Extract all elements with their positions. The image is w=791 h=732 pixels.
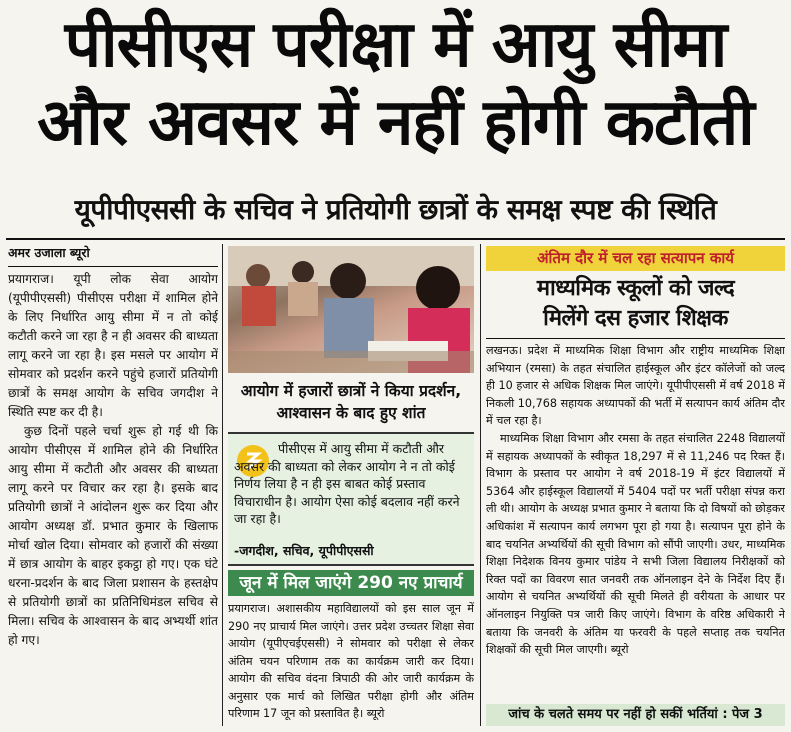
right-heading-line-2: मिलेंगे दस हजार शिक्षक [543,306,728,331]
right-para-1: लखनऊ। प्रदेश में माध्यमिक शिक्षा विभाग और राष्ट्रीय माध्यमिक शिक्षा अभियान (रमसा) के तहत संचालित हाईस्कूल और इंटर कॉलेजों को जल्द ही 10 हजार से अधिक शिक्षक मिल जाएंगे। यूपीपीएससी में वर्ष 2018 में निकली 10,768 सहायक अध्यापकों की भर्ती में सत्यापन कार्य अंतिम दौर में चल रहा है। [486,344,785,428]
right-para-2: माध्यमिक शिक्षा विभाग और रमसा के तहत संचालित 2248 विद्यालयों में सहायक अध्यापकों के स्वीकृत 18,297 में से 11,246 पद रिक्त हैं। विभाग के प्रस्ताव पर आयोग ने वर्ष 2018-19 में इंटर विद्यालयों में 5364 और हाईस्कूल विद्यालयों में 5404 पदों पर भर्ती परीक्षा संपन्न करा ली थी। आयोग के अध्यक्ष प्रभात कुमार ने बताया कि दो विषयों को छोड़कर अधिकांश में सत्यापन कार्य लगभग पूरा हो गया है। सत्यापन पूरा होने के बाद चयनित अभ्यर्थियों की सूची विभाग को सौंपी जाएगी। उधर, माध्यमिक शिक्षा निदेशक विनय कुमार पांडेय ने सभी जिला विद्यालय निरीक्षकों को रिक्त पदों का विवरण सात जनवरी तक ऑनलाइन देने के निर्देश दिए हैं। आयोग से चयनित अभ्यर्थियों की सूची मिलते ही वरीयता के आधार पर ऑनलाइन नियुक्ति पत्र जारी किए जाएंगे। विभाग के वरिष्ठ अधिकारी ने बताया कि जनवरी के अंतिम या फरवरी के पहले सप्ताह तक चयनित शिक्षकों की सूची मिल जाएगी। ब्यूरो [486,431,785,657]
headline-line-1: पीसीएस परीक्षा में आयु सीमा [64,8,727,82]
byline-divider [8,266,218,267]
column-divider-2 [480,244,481,726]
students-illustration [228,246,474,373]
divider [6,238,785,240]
quote-attribution: -जगदीश, सचिव, यूपीपीएससी [234,543,374,558]
middle-article-heading: जून में मिल जाएंगे 290 नए प्राचार्य [228,570,474,596]
subheadline: यूपीपीएससी के सचिव ने प्रतियोगी छात्रों के समक्ष स्पष्ट की स्थिति [74,193,717,226]
left-article-body [8,270,218,725]
photo-caption: आयोग में हजारों छात्रों ने किया प्रदर्शन, आश्वासन के बाद हुए शांत [240,382,462,422]
left-para-2: कुछ दिनों पहले चर्चा शुरू हो गई थी कि आयोग पीसीएस में शामिल होने की निर्धारित आयु सीमा में कटौती और अवसर की बाध्यता लागू करने पर विचार कर रहा है। इसके बाद प्रतियोगी छात्रों ने आंदोलन शुरू कर दिया और आयोग अध्यक्ष डॉ. प्रभात कुमार के खिलाफ मोर्चा खोल दिया। सोमवार को हजारों की संख्या में छात्र आयोग के बाहर इकट्ठा हो गए। एक घंटे धरना-प्रदर्शन के बाद जिला प्रशासन के हस्तक्षेप से प्रतियोगी छात्रों का प्रतिनिधिमंडल सचिव से मिला। सचिव के आश्वासन के बाद अभ्यर्थी शांत हो गए। [8,424,218,647]
column-divider [222,244,223,726]
page-reference: जांच के चलते समय पर नहीं हो सकीं भर्तियां : पेज 3 [486,704,785,726]
quote-text: पीसीएस में आयु सीमा में कटौती और अवसर की बाध्यता को लेकर आयोग ने न तो कोई निर्णय लिया है न ही इस बाबत कोई प्रस्ताव विचाराधीन है। आयोग ऐसा कोई बदलाव नहीं करने जा रहा है। [234,441,460,526]
headline-line-2: और अवसर में नहीं होगी कटौती [37,86,754,160]
right-article-body [486,342,785,700]
right-heading-line-1: माध्यमिक स्कूलों को जल्द [536,276,735,301]
right-divider [486,338,785,339]
protest-photo [228,246,474,373]
middle-article-body: प्रयागराज। अशासकीय महाविद्यालयों को इस साल जून में 290 नए प्राचार्य मिल जाएंगे। उत्तर प्रदेश उच्चतर शिक्षा सेवा आयोग (यूपीएचईएससी) ने सोमवार को परीक्षा से लेकर अंतिम चयन परिणाम तक का कार्यक्रम जारी कर दिया। आयोग की सचिव वंदना त्रिपाठी की ओर जारी कार्यक्रम के अनुसार एक मार्च को लिखित परीक्षा होगी और अंतिम परिणाम 17 जून को प्रस्तावित है। ब्यूरो [228,602,474,720]
byline: अमर उजाला ब्यूरो [8,245,90,260]
section-tag: अंतिम दौर में चल रहा सत्यापन कार्य [486,246,785,271]
quote-box [228,432,474,566]
left-para-1: प्रयागराज। यूपी लोक सेवा आयोग (यूपीपीएससी) पीसीएस परीक्षा में शामिल होने के लिए निर्धारित आयु सीमा में न तो कोई कटौती करने जा रहा है न ही अवसर की बाध्यता लागू करने जा रहा है। इस मसले पर आयोग में सोमवार को प्रदर्शन करने पहुंचे हजारों प्रतियोगी छात्रों के समक्ष आयोग के सचिव जगदीश ने स्थिति स्पष्ट कर दी है। [8,272,218,419]
